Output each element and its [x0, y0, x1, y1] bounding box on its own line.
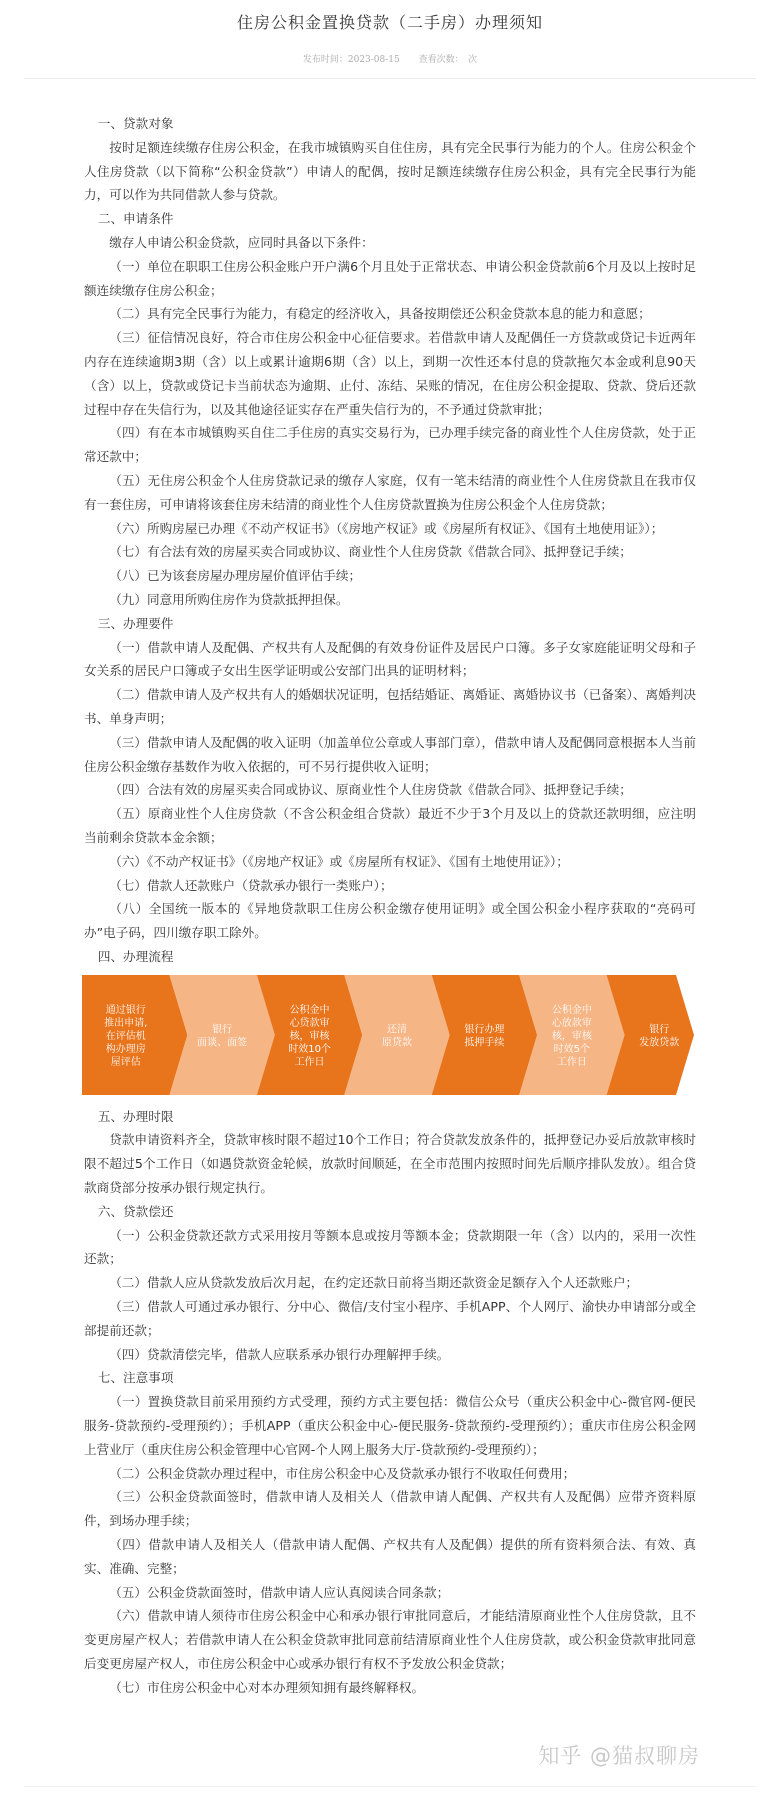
flow-step-label: 银行办理: [464, 1024, 505, 1036]
flow-step-label: 面谈、面签: [197, 1037, 248, 1049]
body-paragraph: （九）同意用所购住房作为贷款抵押担保。: [109, 591, 349, 607]
body-paragraph: （四）合法有效的房屋买卖合同或协议、原商业性个人住房贷款《借款合同》、抵押登记手续；: [109, 782, 632, 798]
body-paragraph: （一）单位在职职工住房公积金账户开户满6个月且处于正常状态、申请公积金贷款前6个月及以上按时足额连续缴存住房公积金；: [84, 258, 696, 298]
flow-step-label: 核，审核: [289, 1030, 330, 1042]
body-paragraph: （一）借款申请人及配偶、产权共有人及配偶的有效身份证件及居民户口簿。多子女家庭能证明父母和子女关系的居民户口簿或子女出生医学证明或公安部门出具的证明材料；: [84, 639, 696, 679]
flow-step-label: 心贷款审: [289, 1017, 330, 1029]
body-paragraph: 贷款申请资料齐全，贷款审核时限不超过10个工作日；符合贷款发放条件的，抵押登记办妥后放款审核时限不超过5个工作日（如遇贷款资金轮候，放款时间顺延，在全市范围内按照时间先后顺序排队发放）。组合贷款商贷部分按承办银行规定执行。: [84, 1132, 696, 1196]
flow-step-label: 工作日: [556, 1056, 587, 1068]
watermark: 知乎 @猫叔聊房: [538, 1744, 700, 1768]
footer-divider: [24, 1786, 756, 1787]
section-heading: 二、申请条件: [97, 211, 174, 227]
body-paragraph: （二）具有完全民事行为能力，有稳定的经济收入，具备按期偿还公积金贷款本息的能力和意愿；: [109, 306, 651, 322]
body-paragraph: 按时足额连续缴存住房公积金，在我市城镇购买自住住房，具有完全民事行为能力的个人。住房公积金个人住房贷款（以下简称“公积金贷款”）申请人的配偶，按时足额连续缴存住房公积金，具有完全民事行为能力，可以作为共同借款人参与贷款。: [84, 139, 696, 203]
section-heading: 三、办理要件: [97, 615, 174, 631]
body-paragraph: （六）借款申请人须待市住房公积金中心和承办银行审批同意后，才能结清原商业性个人住房贷款，且不变更房屋产权人；若借款申请人在公积金贷款审批同意前结清原商业性个人住房贷款，或公积金贷款审批同意后变更房屋产权人，市住房公积金中心或承办银行有权不予发放公积金贷款；: [84, 1608, 696, 1672]
body-paragraph: （一）公积金贷款还款方式采用按月等额本息或按月等额本金；贷款期限一年（含）以内的，采用一次性还款；: [84, 1227, 696, 1267]
flow-step-label: 银行: [212, 1024, 233, 1036]
body-paragraph: （八）全国统一版本的《异地贷款职工住房公积金缴存使用证明》或全国公积金小程序获取的“亮码可办”电子码，四川缴存职工除外。: [84, 901, 696, 941]
body-paragraph: （七）有合法有效的房屋买卖合同或协议、商业性个人住房贷款《借款合同》、抵押登记手续；: [109, 544, 632, 560]
body-paragraph: （六）所购房屋已办理《不动产权证书》（《房地产权证》或《房屋所有权证》、《国有土地使用证》）；: [109, 520, 664, 536]
body-paragraph: （七）市住房公积金中心对本办理须知拥有最终解释权。: [109, 1679, 425, 1695]
body-paragraph: （四）借款申请人及相关人（借款申请人配偶、产权共有人及配偶）提供的所有资料须合法、有效、真实、准确、完整；: [84, 1537, 696, 1576]
section-heading: 一、贷款对象: [97, 116, 174, 131]
flow-step-label: 通过银行: [105, 1004, 146, 1016]
body-paragraph: （六）《不动产权证书》（《房地产权证》或《房屋所有权证》、《国有土地使用证》）；: [109, 853, 569, 869]
article-meta: [0, 52, 780, 65]
body-paragraph: （七）借款人还款账户（贷款承办银行一类账户）；: [109, 877, 393, 893]
flow-step-label: 核，审核: [551, 1030, 592, 1042]
body-paragraph: （五）原商业性个人住房贷款（不含公积金组合贷款）最近不少于3个月及以上的贷款还款明细，应注明当前剩余贷款本金余额；: [84, 806, 696, 845]
flow-step-label: 抵押手续: [464, 1037, 505, 1049]
publish-date: 发布时间：2023-08-15: [302, 55, 400, 65]
flow-step-label: 时效5个: [553, 1043, 591, 1055]
section-heading: 四、办理流程: [97, 948, 174, 964]
body-paragraph: （三）借款申请人及配偶的收入证明（加盖单位公章或人事部门章），借款申请人及配偶同意根据本人当前住房公积金缴存基数作为收入依据的，可不另行提供收入证明；: [84, 734, 696, 774]
section-heading: 七、注意事项: [97, 1370, 174, 1386]
flow-step-label: 公积金中: [289, 1004, 330, 1016]
body-paragraph: （二）借款申请人及产权共有人的婚姻状况证明，包括结婚证、离婚证、离婚协议书（已备案）、离婚判决书、单身声明；: [84, 687, 696, 726]
body-paragraph: （三）公积金贷款面签时，借款申请人及相关人（借款申请人配偶、产权共有人及配偶）应带齐资料原件，到场办理手续；: [84, 1489, 696, 1529]
body-paragraph: （二）借款人应从贷款发放后次月起，在约定还款日前将当期还款资金足额存入个人还款账户；: [109, 1275, 639, 1291]
article-body: [84, 112, 696, 1700]
flow-step-label: 发放贷款: [639, 1037, 680, 1049]
flow-step: [82, 975, 187, 1095]
body-paragraph: （一）置换贷款目前采用预约方式受理，预约方式主要包括：微信公众号（重庆公积金中心-微官网-便民服务-贷款预约-受理预约）；手机APP（重庆公积金中心-便民服务-贷款预约-受理预约）；重庆市住房公积金网上营业厅（重庆住房公积金管理中心官网-个人网上服务大厅-贷款预约-受理预约）；: [84, 1394, 696, 1457]
body-paragraph: （五）无住房公积金个人住房贷款记录的缴存人家庭，仅有一笔未结清的商业性个人住房贷款且在我市仅有一套住房，可申请将该套住房未结清的商业性个人住房贷款置换为住房公积金个人住房贷款；: [84, 472, 696, 512]
body-paragraph: （三）征信情况良好，符合市住房公积金中心征信要求。若借款申请人及配偶任一方贷款或贷记卡近两年内存在连续逾期3期（含）以上或累计逾期6期（含）以上，到期一次性还本付息的贷款拖欠本金或利息90天（含）以上，贷款或贷记卡当前状态为逾期、止付、冻结、呆账的情况，在住房公积金提取、贷款、贷后还款过程中存在失信行为，以及其他途径证实存在严重失信行为的，不予通过贷款审批；: [84, 330, 696, 417]
flow-step-label: 银行: [649, 1024, 670, 1036]
section-heading: 六、贷款偿还: [97, 1203, 174, 1219]
body-paragraph: 缴存人申请公积金贷款，应同时具备以下条件：: [109, 234, 374, 250]
body-paragraph: （三）借款人可通过承办银行、分中心、微信/支付宝小程序、手机APP、个人网厅、渝快办申请部分或全部提前还款；: [84, 1299, 696, 1338]
body-paragraph: （四）有在本市城镇购买自住二手住房的真实交易行为，已办理手续完备的商业性个人住房贷款，处于正常还款中；: [84, 425, 696, 465]
view-count: 查看次数： 次: [418, 55, 478, 65]
flow-step-label: 构办理房: [105, 1043, 146, 1055]
body-paragraph: （二）公积金贷款办理过程中，市住房公积金中心及贷款承办银行不收取任何费用；: [109, 1465, 576, 1481]
header-divider: [24, 78, 756, 79]
flow-step-label: 屋评估: [110, 1056, 141, 1068]
section-heading: 五、办理时限: [97, 1108, 174, 1124]
flow-step-label: 公积金中: [551, 1004, 592, 1016]
flow-step-label: 工作日: [294, 1056, 325, 1068]
flow-step-label: 心放款审: [551, 1017, 592, 1029]
flow-step-label: 原贷款: [382, 1037, 412, 1049]
flow-step-label: 在评估机: [105, 1030, 146, 1042]
flow-step-label: 推出申请,: [104, 1017, 148, 1029]
body-paragraph: （五）公积金贷款面签时，借款申请人应认真阅读合同条款；: [109, 1584, 450, 1600]
page-title: 住房公积金置换贷款（二手房）办理须知: [236, 13, 543, 32]
process-flowchart: [82, 973, 694, 1099]
body-paragraph: （四）贷款清偿完毕，借款人应联系承办银行办理解押手续。: [109, 1346, 450, 1362]
body-paragraph: （八）已为该套房屋办理房屋价值评估手续；: [109, 568, 362, 584]
flow-step-label: 还清: [387, 1024, 407, 1036]
flow-step-label: 时效10个: [288, 1043, 331, 1055]
